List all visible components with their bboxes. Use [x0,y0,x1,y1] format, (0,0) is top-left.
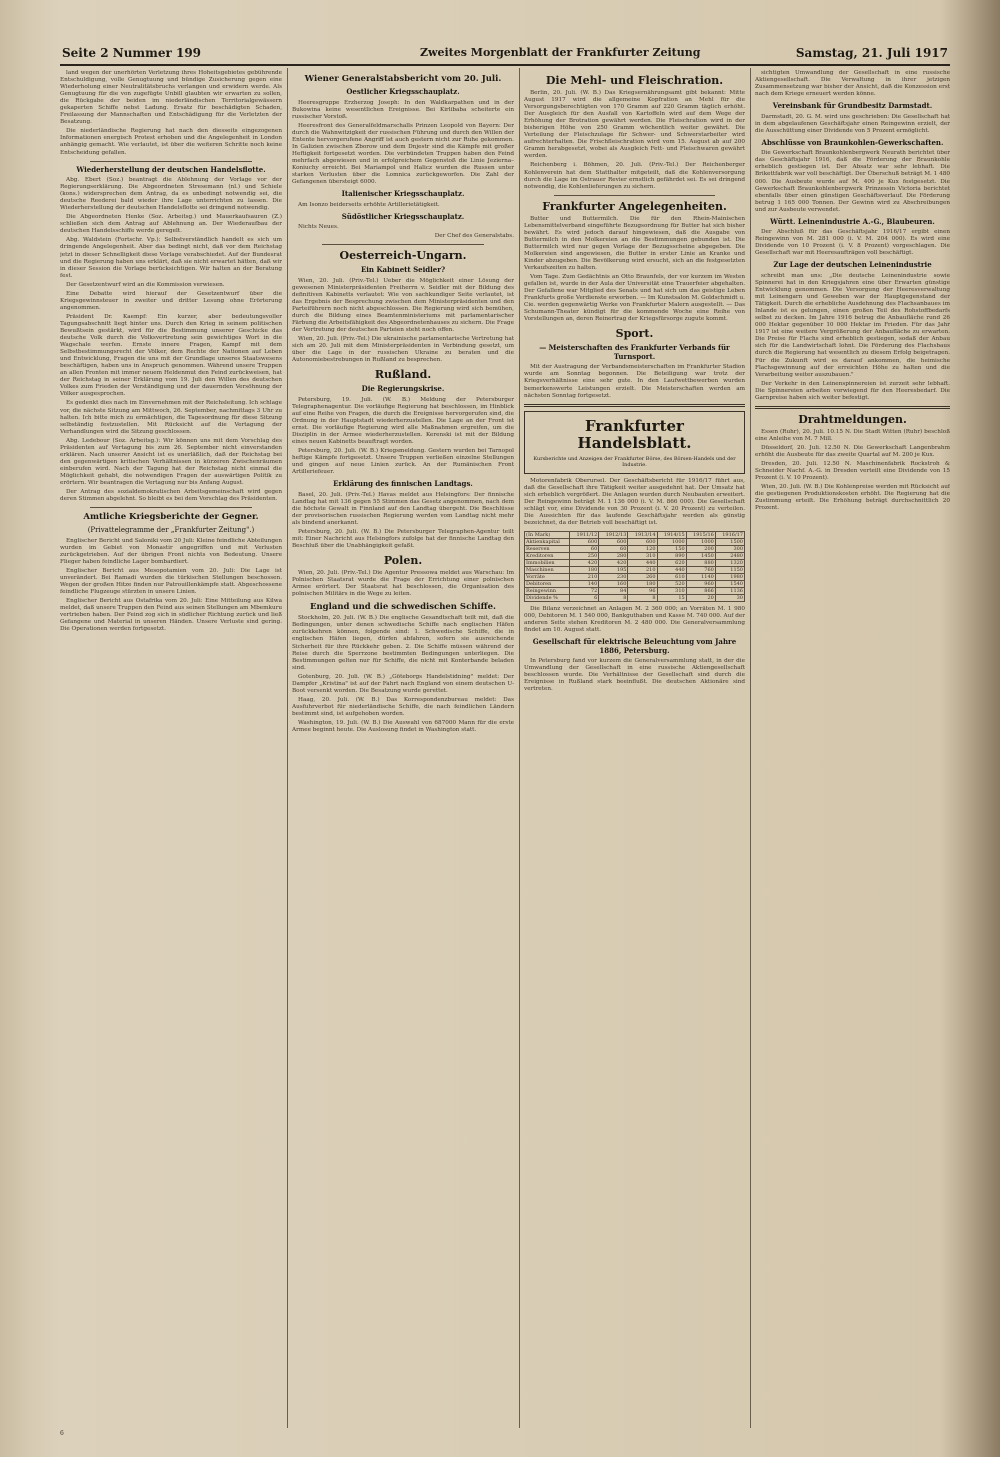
paragraph: Wien, 20. Juli. (Priv.-Tel.) Die Agentur Pressowa meldet aus Warschau: Im Polnischen Staatsrat wurde die Frage der Errichtung einer polnischen Armee erörtert. Der Staatsrat hat beschlossen, die Organisation des polnischen Militärs in die Wege zu leiten. [292,570,514,598]
section-heading: Amtliche Kriegsberichte der Gegner. [83,512,259,523]
section-subheading: Südöstlicher Kriegsschauplatz. [341,211,465,221]
paragraph: Petersburg, 19. Juli. (W. B.) Meldung der Petersburger Telegraphenagentur. Die vorläufige Regierung hat beschlossen, im Hinblick auf eine Reihe von Fragen, die durch die Ereignisse hervorgerufen sind, die Ordnung in der Hauptstadt wiederherzustellen. Die Lage an der Front ist ernst. Die vorläufige Regierung wird alle Maßnahmen ergreifen, um die Disziplin in der Armee wiederherzustellen. Kerenski ist mit der Bildung eines neuen Kabinetts beauftragt worden. [292,396,514,446]
table-cell: 1140 [686,573,715,580]
table-cell: 600 [628,538,657,545]
table-row [525,580,745,587]
table-cell: 1000 [657,538,686,545]
section-subheading: — Meisterschaften des Frankfurter Verbands für Turnsport. [539,343,730,361]
table-row [525,559,745,566]
section-subheading: Kursberichte und Anzeigen der Frankfurter Börse, des Börsen-Handels und der Industrie. [533,455,736,468]
table-row [525,552,745,559]
signature: Der Chef des Generalstabs. [434,233,514,240]
section-subheading: (Privattelegramme der „Frankfurter Zeitung".) [87,526,255,535]
paragraph: Abg. Waldstein (Fortschr. Vp.): Selbstverständlich handelt es sich um dringende Angelegenheit. Aber das bedingt nicht, daß vor dem Reichstag jetzt in dieser Schnelligkeit diese Vorlage verabschiedet. Auf der Bundesrat und die Regierung haben uns erklärt, daß sie nicht erwartet hätten, daß wir in dieser Session die Vorlage berücksichtigen. Wir halten an der Beratung fest. [60,237,282,279]
paragraph: Englischer Bericht aus Mesopotamien vom 20. Juli: Die Lage ist unverändert. Bei Ramadi wurden die türkischen Stellungen beschossen. Wegen der großen Hitze finden nur Patrouillenkämpfe statt. Abgeschossene feindliche Flugzeuge stürzten in unsere Linien. [60,567,282,595]
table-cell: 15 [657,594,686,601]
table-header-cell: 1916/17 [715,531,744,538]
column-4 [755,70,950,1425]
paragraph: Wien, 20. Juli. (W. B.) Die Kohlenpreise werden mit Rücksicht auf die gestiegenen Produktionskosten erhöht. Die Regierung hat die Zustimmung erteilt. Die Erhöhung beträgt durchschnittlich 20 Prozent. [755,484,950,512]
table-cell: 300 [715,545,744,552]
paragraph: Abg. Ledebour (Soz. Arbeitsg.): Wir können uns mit dem Vorschlag des Präsidenten auf Vertagung bis zum 26. September nicht einverstanden erklären. Nach unserer Ansicht ist es unerläßlich, daß der Reichstag bei den gegenwärtigen kritischen Verhältnissen in kürzeren Zwischenräumen einberufen wird. Nach der Tagung hat der Reichstag nicht einmal die Möglichkeit gehabt, die notwendigen Fragen der auswärtigen Politik zu erörtern. Wir beantragen die Vertagung nur bis Anfang August. [60,437,282,486]
table-row [525,545,745,552]
paragraph: Washington, 19. Juli. (W. B.) Die Auswahl von 687000 Mann für die erste Armee beginnt heute. Die Auslosung findet in Washington statt. [292,720,514,734]
paragraph: Heeresgruppe Erzherzog Joseph: In den Waldkarpathen und in der Bukowina keine wesentlichen Ereignisse. Bei Kirlibaba scheiterte ein russischer Vorstoß. [292,99,514,120]
divider [755,406,950,409]
section-subheading: Die Regierungskrise. [361,384,445,394]
paragraph: Wien, 20. Juli. (Priv.-Tel.) Ueber die Möglichkeit einer Lösung der gewesenen Ministerpräsidenten Freiherrn v. Seidler mit der Bildung des definitiven Kabinetts verlautet: Wie von sachkundiger Seite verlautet, ist das Ergebnis der Besprechung zwischen dem Ministerpräsidenten und den Parteiführern noch nicht abgeschlossen. Die Regierung wird sich bemühen, durch die Bildung eines Beamtenministeriums mit parlamentarischer Färbung die Arbeitsfähigkeit des Abgeordnetenhauses zu sichern. Die Frage der Vertretung der deutschen Parteien steht noch offen. [292,277,514,334]
table-cell: 60 [570,545,599,552]
paragraph: Vom Tage. Zum Gedächtnis an Otto Braunfels, der vor kurzem im Westen gefallen ist, wurde in der Aula der Universität eine Trauerfeier abgehalten. Der Gefallene war Mitglied des Senats und hat sich um das geistige Leben Frankfurts große Verdienste erworben. — Im Kunstsalon M. Goldschmidt u. Cie. werden gegenwärtig Werke von Frankfurter Malern ausgestellt. — Das Schumann-Theater kündigt für die kommende Woche eine Reihe von Vorstellungen an, deren Reinertrag der Kriegsfürsorge zugute kommt. [524,274,745,323]
table-cell: 1150 [715,566,744,573]
paragraph: Die Gewerkschaft Braunkohlenbergwerk Neurath berichtet über das Geschäftsjahr 1916, daß die Förderung der Braunkohle erheblich gestiegen ist. Der Absatz war sehr lebhaft. Die Brikettfabrik war voll beschäftigt. Der Überschuß beträgt M. 1 480 000. Die Ausbeute wurde auf M. 400 je Kux festgesetzt. Die Gewerkschaft Braunkohlenbergwerk Prinzessin Victoria berichtet ebenfalls über einen günstigen Geschäftsverlauf. Die Förderung betrug 1 165 000 Tonnen. Der Gewinn wird zu Abschreibungen und zur Ausbeute verwendet. [755,150,950,213]
table-cell: 180 [628,580,657,587]
paragraph: Basel, 20. Juli. (Priv.-Tel.) Havas meldet aus Helsingfors: Der finnische Landtag hat mit 136 gegen 55 Stimmen das Gesetz angenommen, nach dem die höchste Gewalt in Finnland auf den Landtag übergeht. Die Beschlüsse der provisorischen russischen Regierung werden vom Landtag nicht mehr als bindend anerkannt. [292,491,514,526]
paragraph: Haag, 20. Juli. (W. B.) Das Korrespondenzbureau meldet: Das Ausfuhrverbot für niederländische Schiffe, die nach feindlichen Ländern bestimmt sind, ist aufgehoben worden. [292,696,514,717]
column-3 [524,70,745,1425]
table-cell: 420 [599,559,628,566]
section-subheading: Italienischer Kriegsschauplatz. [341,189,465,199]
table-row [525,538,745,545]
paragraph: Der Antrag des sozialdemokratischen Arbeitsgemeinschaft wird gegen deren Stimmen abgelehnt. So bleibt es bei dem Vorschlag des Präsidenten. [60,489,282,503]
divider [524,404,745,407]
page-footer-mark: 6 [60,1430,64,1437]
table-cell: Maschinen [525,566,570,573]
table-header-cell: (In Mark) [525,531,570,538]
table-cell: 610 [657,573,686,580]
table-cell: 440 [657,566,686,573]
table-cell: Dividende % [525,594,570,601]
paragraph: Nichts Neues. [298,224,339,231]
paragraph: Wien, 20. Juli. (Priv.-Tel.) Die ukrainische parlamentarische Vertretung hat sich am 20. Juli mit dem Ministerpräsidenten in Verbindung gesetzt, um über die Lage in der russischen Ukraine zu beraten und die Autonomiebestrebungen in Rußland zu besprechen. [292,336,514,364]
table-cell: 140 [570,580,599,587]
balance-table [524,531,745,602]
table-cell: Reserven [525,545,570,552]
article-title: Oesterreich-Ungarn. [339,249,467,263]
table-cell: 260 [628,573,657,580]
column-2 [292,70,514,1425]
paragraph: Dresden, 20. Juli. 12.50 N. Maschinenfabrik Rockstroh & Schneider Nachf. A.-G. in Dresden verteilt eine Dividende von 15 Prozent (i. V. 10 Prozent). [755,460,950,482]
table-cell: 1136 [715,587,744,594]
section-subheading: Vereinsbank für Grundbesitz Darmstadt. [772,101,933,111]
table-cell: Reingewinn [525,587,570,594]
table-cell: 420 [570,559,599,566]
table-cell: 620 [657,559,686,566]
section-title: Drahtmeldungen. [798,412,907,426]
paragraph: Englischer Bericht und Saloniki vom 20 Juli: Kleine feindliche Abteilungen wurden im Gebiet von Monastir angegriffen und mit Verlusten zurückgetrieben. Auf der übrigen Front nichts von Bedeutung. Unsere Flieger haben feindliche Lager bombardiert. [60,537,282,565]
divider [554,195,715,196]
table-cell: 230 [599,573,628,580]
table-cell: 1540 [715,580,744,587]
section-subheading: Zur Lage der deutschen Leinenindustrie [773,260,932,270]
table-cell: 250 [570,552,599,559]
table-row [525,587,745,594]
table-cell: 280 [599,552,628,559]
paragraph: Eine Debatte wird hierauf der Gesetzentwurf über die Kriegsgewinnsteuer in zweiter und dritter Lesung ohne Erörterung angenommen. [60,290,282,311]
article-title: England und die schwedischen Schiffe. [309,602,497,613]
section-title: Frankfurter Handelsblatt. [577,416,692,452]
table-row [525,594,745,601]
section-subheading: Ein Kabinett Seidler? [360,265,446,275]
column-rule [519,68,520,1428]
table-header-cell: 1915/16 [686,531,715,538]
table-cell: 760 [686,566,715,573]
table-cell: 30 [715,594,744,601]
paragraph: Berlin, 20. Juli. (W. B.) Das Kriegsernährungsamt gibt bekannt: Mitte August 1917 wird die allgemeine Kopfration an Mehl für die Versorgungsberechtigten von 170 Gramm auf 220 Gramm täglich erhöht. Der Ausgleich für den Ausfall von Kartoffeln wird auf dem Wege der Erhöhung der Brotration gewährt werden. Die Fleischration wird in der bisherigen Höhe von 250 Gramm wöchentlich weiter gewährt. Die Verteilung der Fleischzulage für Schwer- und Schwerstarbeiter wird aufrechterhalten. Die Frischfleischration wird vom 15. August ab auf 200 Gramm herabgesetzt, wobei als Ausgleich Fett- und Fleischwaren gewährt werden. [524,90,745,160]
section-subheading: Württ. Leinenindustrie A.-G., Blaubeuren. [770,216,935,226]
paragraph: Es gedenkt dies nach im Einvernehmen mit der Reichsleitung. Ich schlage vor, die nächste Sitzung am Mittwoch, 26. September, nachmittags 3 Uhr zu halten. Ich bitte mich zu ermächtigen, die Tagesordnung für diese Sitzung selbständig festzustellen. Mit Rücksicht auf die Vertagung der Verhandlungen wird die Sitzung geschlossen. [60,400,282,435]
paragraph: Heeresfront des Generalfeldmarschalls Prinzen Leopold von Bayern: Der durch die Wahnwitzigkeit der russischen Führung und durch den Willen der Entente hervorgerufene Angriff ist auch gestern nicht zur Ruhe gekommen. In Galizien zwischen Zborow und dem Dnjestr sind die Kämpfe mit großer Heftigkeit fortgesetzt worden. Die verbündeten Truppen haben den Feind mehrfach abgewiesen und in erfolgreichem Gegenstoß die Linie Jezierna–Koniuchy erreicht. Bei Mariampol und Halicz wurden die Russen unter starken Verlusten über die Lomnica zurückgeworfen. Die Zahl der Gefangenen übersteigt 6000. [292,122,514,186]
article-title: Polen. [383,554,423,568]
table-cell: 20 [686,594,715,601]
paragraph: Englischer Bericht aus Ostafrika vom 20. Juli: Eine Mitteilung aus Kilwa meldet, daß unsere Truppen den Feind aus seinen Stellungen am Mbemkuru vertrieben haben. Der Feind zog sich in südlicher Richtung zurück und ließ Gefangene und Material in unseren Händen. Unsere Verluste sind gering. Die Operationen werden fortgesetzt. [60,598,282,633]
table-header-cell: 1913/14 [628,531,657,538]
issue-date: Samstag, 21. Juli 1917 [795,46,948,60]
table-row [525,566,745,573]
paragraph: sichtigten Umwandlung der Gesellschaft in eine russische Aktiengesellschaft. Die Verwaltung in ihrer jetzigen Zusammensetzung war bisher der Ansicht, daß die Konzession erst nach dem Kriege erneuert werden könne. [755,70,950,98]
paragraph: Der Verkehr in den Leinenspinnereien ist zurzeit sehr lebhaft. Die Spinnereien arbeiten vorwiegend für den Heeresbedarf. Die Garnpreise haben sich weiter befestigt. [755,380,950,401]
paragraph: land wegen der unerhörten Verletzung ihres Hoheitsgebietes gebührende Entschuldigung, volle Genugtuung und bündige Zusicherung gegen eine Wiederholung einer Neutralitätsbruchs verlangen und erwidern werde. Als Genugtuung für die von zugefügte Unbill glaubten wir erwarten zu sollen, die Rückgabe der beiden im niederländischen Territorialgewässern gekaperten Schiffe nebst Ladung. Ersatz für beschädigten Schaden, Freilassung der Mannschaften und Entschädigung für die Verletzten der Besatzung. [60,70,282,126]
table-cell: 600 [599,538,628,545]
paragraph: Die niederländische Regierung hat nach den diesseits eingezogenen Informationen energisch Protest erhoben und die Angelegenheit in London anhängig gemacht. Wie verlautet, ist über die weiteren Schritte noch keine Entscheidung gefallen. [60,128,282,156]
table-cell: Immobilien [525,559,570,566]
table-cell: 866 [686,587,715,594]
paragraph: Gotenburg, 20. Juli. (W. B.) „Göteborgs Handelstidning" meldet: Der Dampfer „Kristina" ist auf der Fahrt nach England von einem deutschen U-Boot versenkt worden. Die Besatzung wurde gerettet. [292,673,514,694]
table-header-row [525,531,745,538]
table-cell: 72 [570,587,599,594]
paragraph: In Petersburg fand vor kurzem die Generalversammlung statt, in der die Umwandlung der Gesellschaft in eine russische Aktiengesellschaft beschlossen wurde. Die Verhältnisse der Gesellschaft sind durch die Ereignisse in Rußland stark beeinflußt. Die deutschen Aktionäre sind vertreten. [524,658,745,693]
table-cell: 6 [570,594,599,601]
table-cell: 160 [599,580,628,587]
table-cell: 210 [570,573,599,580]
paragraph: Die Abgeordneten Henke (Soz. Arbeitsg.) und Mauerkaufsauren (Z.) schließen sich dem Antrag auf Ablehnung an. Der Wiederaufbau der deutschen Handelsschiffe werde geregelt. [60,214,282,235]
table-cell: 195 [599,566,628,573]
table-cell: 1320 [715,559,744,566]
table-cell: 84 [599,587,628,594]
table-cell: 440 [628,559,657,566]
paragraph: Petersburg, 20. Juli. (W. B.) Die Petersburger Telegraphen-Agentur teilt mit: Einer Nachricht aus Helsingfors zufolge hat der finnische Landtag den Beschluß über die Unabhängigkeit gefaßt. [292,529,514,550]
section-heading: Wiederherstellung der deutschen Handelsflotte. [76,164,266,174]
paragraph: Düsseldorf, 20. Juli. 12.50 N. Die Gewerkschaft Langenbrahm erhöht die Ausbeute für das zweite Quartal auf M. 200 je Kux. [755,444,950,458]
page-number: Seite 2 Nummer 199 [62,46,202,60]
table-cell: 180 [570,566,599,573]
table-cell: 310 [628,552,657,559]
paragraph: Präsident Dr. Kaempf: Ein kurzer, aber bedeutungsvoller Tagungsabschnitt liegt hinter uns. Durch den Krieg in seinem politischen Bewußtsein gestärkt, wird für die Bestimmung unserer Geschicke das deutsche Volk durch die Volksvertretung sein gewichtiges Wort in die Wagschale werfen. Ernste innere Fragen, Kampf mit dem Selbstbestimmungsrecht der Völker, dem Rechte der Nationen auf Leben und Entwicklung, Fragen die uns mit der Grundlage unseres Staatswesens beschäftigen, haben uns in Anspruch genommen. Während unsere Truppen an allen Fronten mit immer neuem Heldenmut den Feind zurückweisen, hat der Reichstag in seiner Erklärung vom 19. Juli den Willen des deutschen Volkes zum Frieden der Verständigung und der dauernden Versöhnung der Völker ausgesprochen. [60,313,282,398]
paragraph: Butter und Buttermilch. Die für den Rhein-Mainischen Lebensmittelverband eingeführte Bezugsordnung für Butter hat sich bisher bewährt. Es wird jedoch darauf hingewiesen, daß die Ausgabe von Buttermilch in den Molkereien an die Bestimmungen gebunden ist. Die Buttermilch wird nur gegen Vorlage der Bezugsscheine abgegeben. Die Molkereien sind angewiesen, die Butter in erster Linie an Kranke und Kinder abzugeben. Die Bevölkerung wird ersucht, sich an die festgesetzten Verkaufszeiten zu halten. [524,215,745,271]
divider [90,507,252,508]
paragraph: Mit der Austragung der Verbandsmeisterschaften im Frankfurter Stadion wurde am Sonntag begonnen. Die Beteiligung war trotz der Kriegsverhältnisse eine sehr gute. In den Laufwettbewerben wurden bemerkenswerte Leistungen erzielt. Die Meisterschaften werden am nächsten Sonntag fortgesetzt. [524,364,745,399]
section-subheading: Abschlüsse von Braunkohlen-Gewerkschaften. [761,137,944,147]
divider [90,161,252,162]
table-header-cell: 1912/13 [599,531,628,538]
section-subheading: Oestlicher Kriegsschauplatz. [346,87,460,96]
table-cell: 96 [628,587,657,594]
table-cell: 1450 [686,552,715,559]
table-cell: 210 [628,566,657,573]
paragraph: Abg. Ebert (Soz.) beantragt die Ablehnung der Vorlage vor der Regierungserklärung. Die Abgeordneten Stresemann (nl.) und Schiele (kons.) widersprechen dem Antrag, da es unbedingt notwendig sei, die deutsche Reederei bald wieder ihre Lage unterrichten zu lassen. Die Wiederherstellung der deutschen Handelsflotte sei dringend notwendig. [60,177,282,212]
paragraph: Der Abschluß für das Geschäftsjahr 1916/17 ergibt einen Reingewinn von M. 281 000 (i. V. M. 204 000). Es wird eine Dividende von 10 Prozent (i. V. 8 Prozent) vorgeschlagen. Die Gesellschaft war mit Heeresaufträgen voll beschäftigt. [755,229,950,257]
paragraph: Am Isonzo beiderseits erhöhte Artillerietätigkeit. [298,201,440,208]
section-subheading: Erklärung des finnischen Landtags. [333,479,473,489]
table-cell: 120 [628,545,657,552]
paragraph: Der Gesetzentwurf wird an die Kommission verwiesen. [66,281,225,288]
column-1 [60,70,282,1425]
column-rule [287,68,288,1428]
table-row [525,573,745,580]
section-title: Frankfurter Angelegenheiten. [542,199,727,213]
divider [322,244,484,245]
page-header [60,44,950,66]
table-cell: 200 [686,545,715,552]
article-title: Die Mehl- und Fleischration. [545,74,724,87]
paragraph: Stockholm, 20. Juli. (W. B.) Die englische Gesandtschaft teilt mit, daß die Bedingungen, unter denen schwedische Schiffe nach englischen Häfen zurückkehren können, folgende sind: 1. Schwedische Schiffe, die in englischen Häfen liegen, dürfen abfahren, sofern sie ausreichende Sicherheit für ihre Rückkehr geben. 2. Die Schiffe müssen während der Reise durch die Sperrzone bestimmten Bedingungen unterliegen. Die Bestimmungen gelten nur für Schiffe, die nicht mit Konterbande beladen sind. [292,615,514,671]
paragraph: Motorenfabrik Oberursel. Der Geschäftsbericht für 1916/17 führt aus, daß die Gesellschaft ihre Tätigkeit weiter ausgedehnt hat. Der Umsatz hat sich erheblich vergrößert. Die Anlagen wurden durch Neubauten erweitert. Der Reingewinn beträgt M. 1 136 000 (i. V. M. 866 000). Die Gesellschaft schlägt vor, eine Dividende von 30 Prozent (i. V. 20 Prozent) zu verteilen. Die Aussichten für das laufende Geschäftsjahr werden als günstig bezeichnet, da der Betrieb voll beschäftigt ist. [524,477,745,526]
paragraph: Petersburg, 20. Juli. (W. B.) Kriegsmeldung. Gestern wurden bei Tarnopol heftige Kämpfe fortgesetzt. Unsere Truppen verließen einzelne Stellungen und gingen auf neue Linien zurück. An der Rumänischen Front Artilleriefeuer. [292,448,514,476]
table-cell: 8 [628,594,657,601]
table-cell: 8 [599,594,628,601]
table-cell: 960 [686,580,715,587]
newspaper-title: Zweites Morgenblatt der Frankfurter Zeitung [420,46,701,59]
handelsblatt-masthead [524,411,745,474]
table-cell: Aktienkapital [525,538,570,545]
section-subheading: Gesellschaft für elektrische Beleuchtung vom Jahre 1886, Petersburg. [532,637,737,655]
paragraph: Darmstadt, 20. G. M. wird uns geschrieben: Die Gesellschaft hat in dem abgelaufenen Geschäftsjahr einen Reingewinn erzielt, der die Ausschüttung einer Dividende von 5 Prozent ermöglicht. [755,113,950,134]
table-header-cell: 1911/12 [570,531,599,538]
paragraph: Reichenberg i. Böhmen, 20. Juli. (Priv.-Tel.) Der Reichenberger Kohlenverein hat dem Statthalter mitgeteilt, daß die Kohlenversorgung durch die Lage im Ostrauer Revier ernstlich gefährdet sei. Es sei dringend notwendig, die Kohlenlieferungen zu sichern. [524,162,745,190]
paragraph: schreibt man uns: „Die deutsche Leinenindustrie sowie Spinnerei hat in den Kriegsjahren eine über Erwarten günstige Entwicklung genommen. Die Versorgung der Heeresverwaltung mit Leinengarn und Geweben war der Hauptgegenstand der Tätigkeit. Durch die erhebliche Ausdehnung des Flachsanbaues im Inlande ist es gelungen, einen großen Teil des Rohstoffbedarfs selbst zu decken. Im Jahre 1916 betrug die Anbaufläche rund 26 000 Hektar gegenüber 10 000 Hektar im Frieden. Für das Jahr 1917 ist eine weitere Vergrößerung der Anbaufläche zu erwarten. Die Preise für Flachs sind erheblich gestiegen, sodaß der Anbau sich für die Landwirtschaft lohnt. Die Förderung des Flachsbaus durch die Regierung hat wesentlich zu diesem Erfolg beigetragen. Für die Zukunft wird es darauf ankommen, die heimische Flachsgewinnung auf der erreichten Höhe zu halten und die Verarbeitung weiter auszubauen." [755,272,950,378]
section-title: Sport. [615,327,654,341]
table-body [525,538,745,601]
table-cell: Vorräte [525,573,570,580]
table-cell: 600 [570,538,599,545]
table-cell: Debitoren [525,580,570,587]
table-cell: 520 [657,580,686,587]
table-cell: 1980 [715,573,744,580]
table-cell: 60 [599,545,628,552]
paragraph: Die Bilanz verzeichnet an Anlagen M. 2 360 000; an Vorräten M. 1 980 000, Debitoren M. 1 540 000, Bankguthaben und Kasse M. 740 000. Auf der anderen Seite stehen Kreditoren M. 2 480 000. Die Generalversammlung findet am 10. August statt. [524,605,745,634]
table-cell: 1500 [715,538,744,545]
table-header-cell: 1914/15 [657,531,686,538]
article-title: Rußland. [374,368,432,382]
column-rule [750,68,751,1428]
table-cell: 880 [686,559,715,566]
article-title: Wiener Generalstabsbericht vom 20. Juli. [304,74,502,84]
table-cell: 150 [657,545,686,552]
table-cell: 310 [657,587,686,594]
table-cell: 1000 [686,538,715,545]
table-cell: Kreditoren [525,552,570,559]
table-cell: 890 [657,552,686,559]
paragraph: Essen (Ruhr), 20. Juli. 10.15 N. Die Stadt Witten (Ruhr) beschloß eine Anleihe von M. 7 Mill. [755,428,950,442]
table-cell: 2480 [715,552,744,559]
